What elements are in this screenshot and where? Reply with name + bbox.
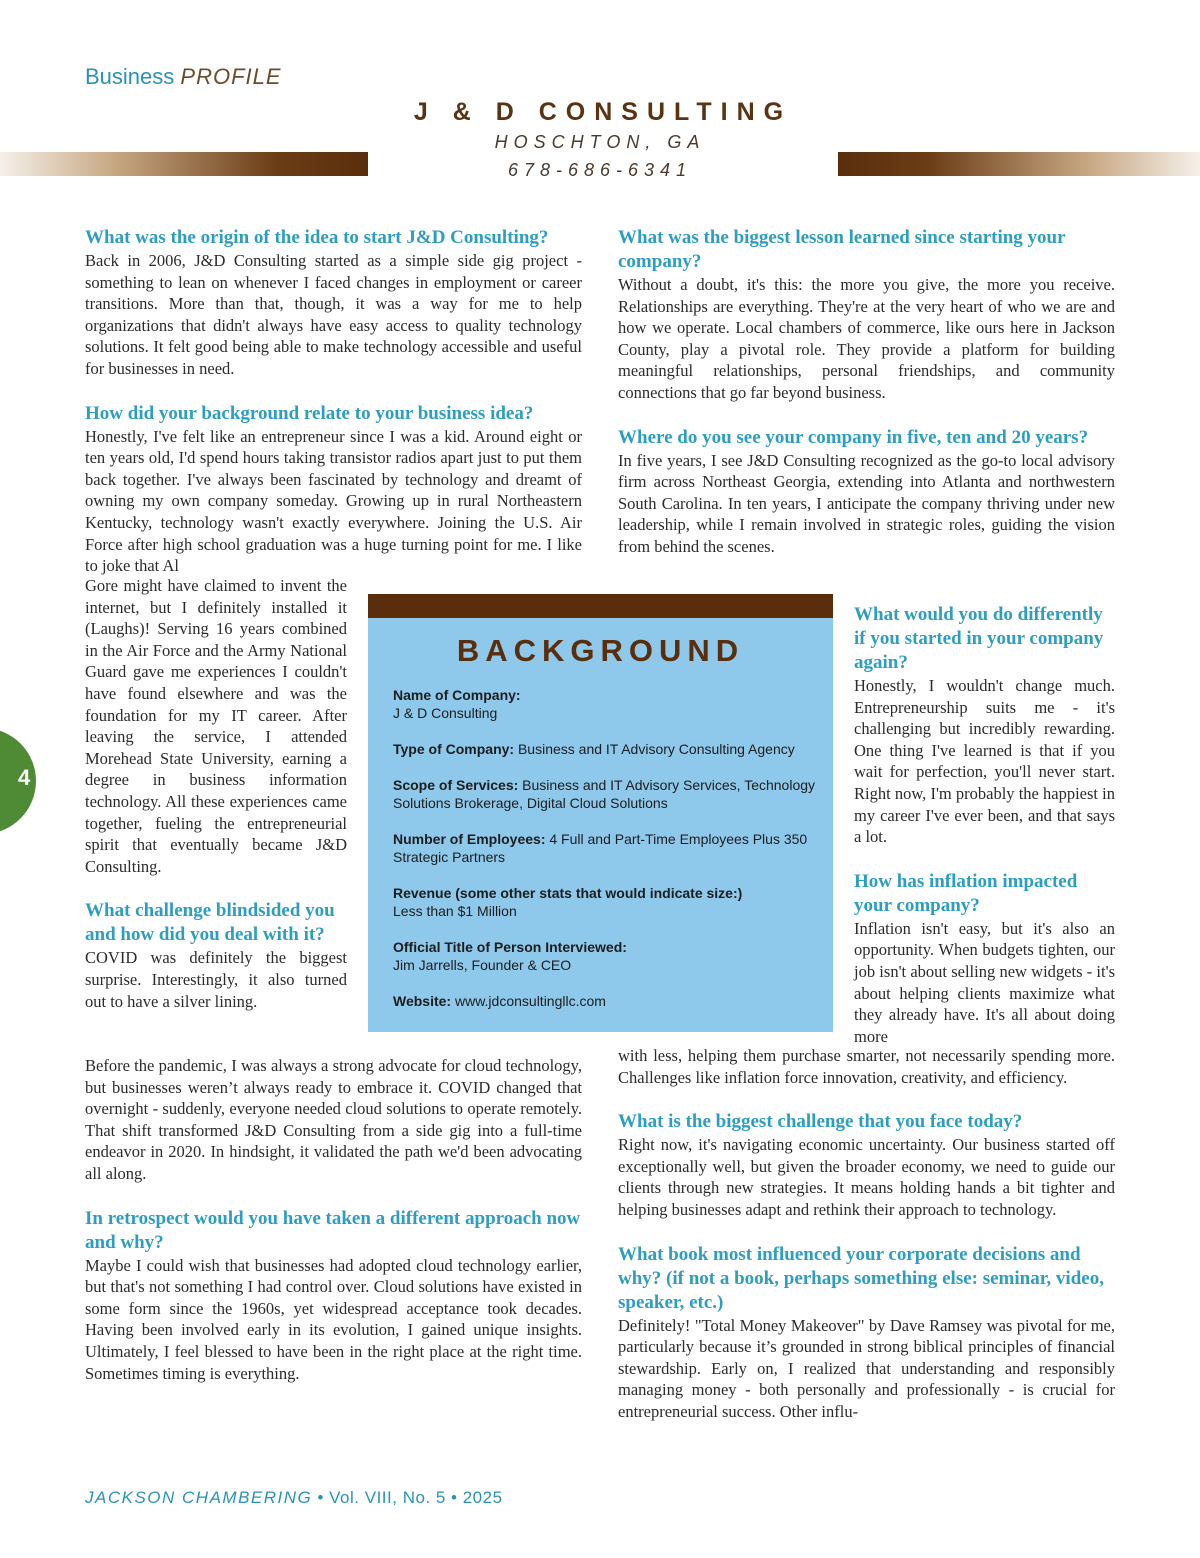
answer-inflation-part1: Inflation isn't easy, but it's also an opportunity. When budgets tighten, our job isn't about selling new widgets - it's about helping clients maximize what they already have. It's all about doing more [854,918,1115,1046]
answer-differently: Honestly, I wouldn't change much. Entrepreneurship suits me - it's challenging but incredibly rewarding. One thing I've learned is that if you wait for perfection, you'll never start. Right now, I'm probably the happiest in my career I've ever been, and that says a lot. [854,676,1115,847]
detail-revenue-value: Less than $1 Million [393,903,517,919]
right-column-top [618,226,1115,558]
footer-publication: JACKSON CHAMBERING [85,1488,313,1507]
detail-website-value[interactable]: www.jdconsultingllc.com [454,993,606,1009]
question-inflation: How has inflation impacted your company? [854,870,1078,916]
answer-challenge-today: Right now, it's navigating economic uncertainty. Our business started off exceptionally well, but given the broader economy, we need to guide our clients through new strategies. It means holding hands a bit tighter and helping businesses adapt and rethink their approach to technology. [618,1135,1115,1219]
header-band-left [0,152,368,176]
detail-title-label: Official Title of Person Interviewed: [393,939,627,955]
question-retrospect: In retrospect would you have taken a different approach now and why? [85,1207,581,1253]
footer-issue: • Vol. VIII, No. 5 • 2025 [317,1488,503,1507]
detail-type-label: Type of Company: [393,741,515,757]
detail-scope-value: Business and IT Advisory Services, Technology Solutions Brokerage, Digital Cloud Solutions [393,777,816,811]
background-title: BACKGROUND [456,633,745,668]
detail-type-value: Business and IT Advisory Consulting Agency [517,741,795,757]
left-column-bottom [85,1055,582,1384]
detail-website [393,992,823,1010]
footer [85,1488,503,1508]
page-number: 4 [18,765,31,790]
question-background: How did your background relate to your business idea? [85,402,534,424]
detail-type [393,740,823,758]
detail-title-value: Jim Jarrells, Founder & CEO [393,957,572,973]
detail-employees-value: 4 Full and Part-Time Employees Plus 350 Strategic Partners [393,831,808,865]
right-column-wrap [854,603,1115,1047]
question-challenge-today: What is the biggest challenge that you face today? [618,1111,1023,1133]
detail-employees-label: Number of Employees: [393,831,546,847]
answer-background-part1: Honestly, I've felt like an entrepreneur since I was a kid. Around eight or ten years old, I'd spend hours taking transistor radios apart just to put them back together. I've always been fascinated by technology and dreamt of owning my own company someday. Growing up in rural Northeastern Kentucky, technology wasn't exactly everywhere. Joining the U.S. Air Force after high school graduation was a huge turning point for me. I like to joke that Al [85,426,582,576]
answer-book: Definitely! "Total Money Makeover" by Dave Ramsey was pivotal for me, particularly because it’s grounded in strong biblical principles of financial stewardship. Early on, I realized that understanding and responsibly managing money - both personally and professionally - is crucial for entrepreneurial success. Other influ- [618,1315,1115,1421]
question-differently: What would you do differently if you started in your company again? [854,604,1104,673]
detail-company-label: Name of Company: [393,687,521,703]
section-label [85,64,282,90]
detail-website-label: Website: [393,993,452,1009]
right-column-bottom [618,1045,1115,1423]
detail-company-value: J & D Consulting [393,705,498,721]
detail-revenue-label: Revenue (some other stats that would indicate size:) [393,885,743,901]
answer-inflation-part2: with less, helping them purchase smarter, not necessarily spending more. Challenges like inflation force innovation, creativity, and efficiency. [618,1046,1115,1087]
question-origin: What was the origin of the idea to start J&D Consulting? [85,227,549,248]
detail-scope-label: Scope of Services: [393,777,519,793]
section-em: PROFILE [180,64,282,89]
detail-company [393,686,823,722]
question-lesson: What was the biggest lesson learned since starting your company? [618,227,1066,272]
answer-future: In five years, I see J&D Consulting recognized as the go-to local advisory firm across Northeast Georgia, extending into Atlanta and northwestern South Carolina. In ten years, I anticipate the company thriving under new leadership, while I remain involved in strategic roles, guiding the vision from behind the scenes. [618,450,1115,556]
answer-retrospect: Maybe I could wish that businesses had adopted cloud technology earlier, but that's not something I had control over. Cloud solutions have existed in some form since the 1960s, yet widespread acceptance took decades. Having been involved early in its evolution, I gained unique insights. Ultimately, I feel blessed to have been in the right place at the right time. Sometimes timing is everything. [85,1255,582,1383]
answer-origin: Back in 2006, J&D Consulting started as a simple side gig project - something to lean on whenever I faced changes in employment or career transitions. More than that, though, it was a way for me to help organizations that didn't always have easy access to quality technology solutions. It felt good being able to make technology accessible and useful for businesses in need. [85,251,582,378]
left-column-top [85,226,582,577]
detail-revenue [393,884,823,920]
detail-employees [393,830,823,866]
section-word: Business [85,64,175,89]
question-challenge: What challenge blindsided you and how did you deal with it? [85,900,335,946]
background-box-bar [368,594,833,618]
detail-title [393,938,823,974]
header-band-right [838,152,1200,176]
answer-background-part2: Gore might have claimed to invent the internet, but I definitely installed it (Laughs)! Serving 16 years combined in the Air Force and the Army National Guard gave me experiences I couldn't have found elsewhere and was the foundation for my IT career. After leaving the service, I attended Morehead State University, earning a degree in business information technology. All these experiences came together, fueling the entrepreneurial spirit that eventually became J&D Consulting. [85,576,347,876]
company-name: J & D CONSULTING [413,98,793,126]
answer-challenge-part2: Before the pandemic, I was always a strong advocate for cloud technology, but businesses weren’t always ready to embrace it. COVID changed that overnight - suddenly, everyone needed cloud solutions to operate remotely. That shift transformed J&D Consulting from a side gig into a full-time endeavor in 2020. In hindsight, it validated the path we'd been advocating all along. [85,1056,582,1183]
left-column-wrap [85,575,347,1012]
background-details [393,686,823,1028]
detail-scope [393,776,823,812]
question-book: What book most influenced your corporate decisions and why? (if not a book, perhaps something else: seminar, video, speaker, etc.) [618,1243,1104,1313]
company-location: HOSCHTON, GA [494,132,706,152]
question-future: Where do you see your company in five, ten and 20 years? [618,426,1089,448]
company-phone: 678-686-6341 [507,160,693,180]
answer-challenge-part1: COVID was definitely the biggest surprise. Interestingly, it also turned out to have a silver lining. [85,948,347,1011]
answer-lesson: Without a doubt, it's this: the more you give, the more you receive. Relationships are everything. They're at the very heart of who we are and how we operate. Local chambers of commerce, like ours here in Jackson County, play a pivotal role. They provide a platform for building meaningful relationships, personal friendships, and community connections that go far beyond business. [618,275,1115,402]
